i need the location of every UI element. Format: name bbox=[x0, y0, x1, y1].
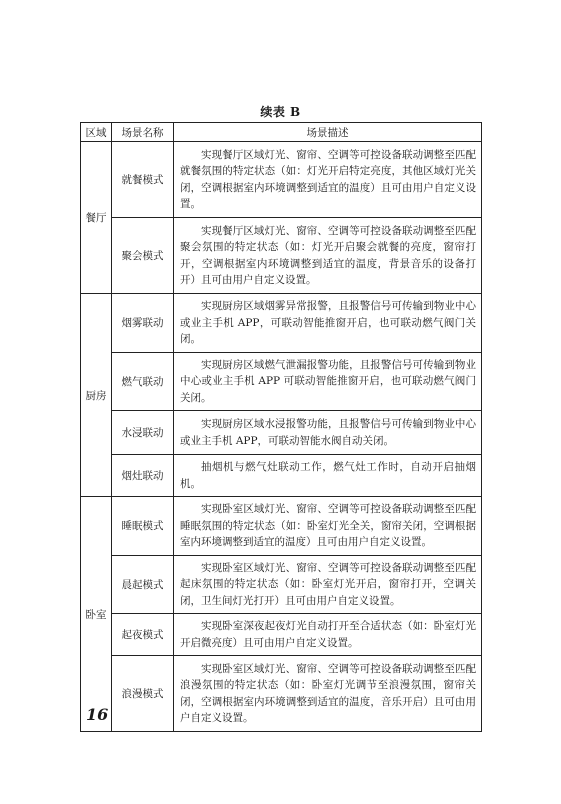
area-cell-kitchen: 厨房 bbox=[81, 294, 112, 497]
scene-name-cell: 浪漫模式 bbox=[112, 656, 174, 732]
header-area: 区域 bbox=[81, 123, 112, 142]
scene-description-cell: 实现卧室深夜起夜灯光自动打开至合适状态（如：卧室灯光开启微亮度）且可由用户自定义设置。 bbox=[174, 614, 482, 656]
header-scene-description: 场景描述 bbox=[174, 123, 482, 142]
table-caption: 续表 B bbox=[260, 105, 301, 119]
header-scene-name: 场景名称 bbox=[112, 123, 174, 142]
table-row bbox=[81, 555, 482, 614]
table-row bbox=[81, 455, 482, 497]
table-row bbox=[81, 218, 482, 294]
scene-table bbox=[80, 122, 482, 732]
scene-description-cell: 实现餐厅区域灯光、窗帘、空调等可控设备联动调整至匹配就餐氛围的特定状态（如：灯光开启特定亮度，其他区域灯光关闭，空调根据室内环境调整到适宜的温度）且可由用户自定义设置。 bbox=[174, 142, 482, 218]
scene-description-cell: 实现餐厅区域灯光、窗帘、空调等可控设备联动调整至匹配聚会氛围的特定状态（如：灯光开启聚会就餐的亮度，窗帘打开，空调根据室内环境调整到适宜的温度，背景音乐的设备打开）且可由用户自定义设置。 bbox=[174, 218, 482, 294]
scene-description-cell: 实现厨房区域水浸报警功能，且报警信号可传输到物业中心或业主手机 APP，可联动智能水阀自动关闭。 bbox=[174, 411, 482, 455]
scene-name-cell: 就餐模式 bbox=[112, 142, 174, 218]
scene-name-cell: 燃气联动 bbox=[112, 352, 174, 411]
scene-name-cell: 烟灶联动 bbox=[112, 455, 174, 497]
scene-description-cell: 实现卧室区域灯光、窗帘、空调等可控设备联动调整至匹配浪漫氛围的特定状态（如：卧室灯光调节至浪漫氛围，窗帘关闭，空调根据室内环境调整到适宜的温度，音乐开启）且可由用户自定义设置。 bbox=[174, 656, 482, 732]
table-row bbox=[81, 497, 482, 556]
table-row bbox=[81, 294, 482, 353]
table-row bbox=[81, 614, 482, 656]
page-number: 16 bbox=[86, 705, 109, 724]
scene-description-cell: 实现卧室区域灯光、窗帘、空调等可控设备联动调整至匹配睡眠氛围的特定状态（如：卧室灯光全关，窗帘关闭，空调根据室内环境调整到适宜的温度）且可由用户自定义设置。 bbox=[174, 497, 482, 556]
scene-name-cell: 晨起模式 bbox=[112, 555, 174, 614]
scene-name-cell: 聚会模式 bbox=[112, 218, 174, 294]
table-row bbox=[81, 352, 482, 411]
table-row bbox=[81, 656, 482, 732]
area-cell-bedroom: 卧室 bbox=[81, 497, 112, 732]
table-row bbox=[81, 142, 482, 218]
area-cell-dining: 餐厅 bbox=[81, 142, 112, 294]
scene-name-cell: 烟雾联动 bbox=[112, 294, 174, 353]
scene-description-cell: 实现厨房区域烟雾异常报警，且报警信号可传输到物业中心或业主手机 APP，可联动智能推窗开启，也可联动燃气阀门关闭。 bbox=[174, 294, 482, 353]
table-header-row bbox=[81, 123, 482, 142]
scene-description-cell: 抽烟机与燃气灶联动工作，燃气灶工作时，自动开启抽烟机。 bbox=[174, 455, 482, 497]
scene-description-cell: 实现卧室区域灯光、窗帘、空调等可控设备联动调整至匹配起床氛围的特定状态（如：卧室灯光开启，窗帘打开，空调关闭，卫生间灯光打开）且可由用户自定义设置。 bbox=[174, 555, 482, 614]
scene-name-cell: 睡眠模式 bbox=[112, 497, 174, 556]
table-row bbox=[81, 411, 482, 455]
scene-description-cell: 实现厨房区域燃气泄漏报警功能，且报警信号可传输到物业中心或业主手机 APP 可联动智能推窗开启，也可联动燃气阀门关闭。 bbox=[174, 352, 482, 411]
scene-name-cell: 水浸联动 bbox=[112, 411, 174, 455]
scene-name-cell: 起夜模式 bbox=[112, 614, 174, 656]
